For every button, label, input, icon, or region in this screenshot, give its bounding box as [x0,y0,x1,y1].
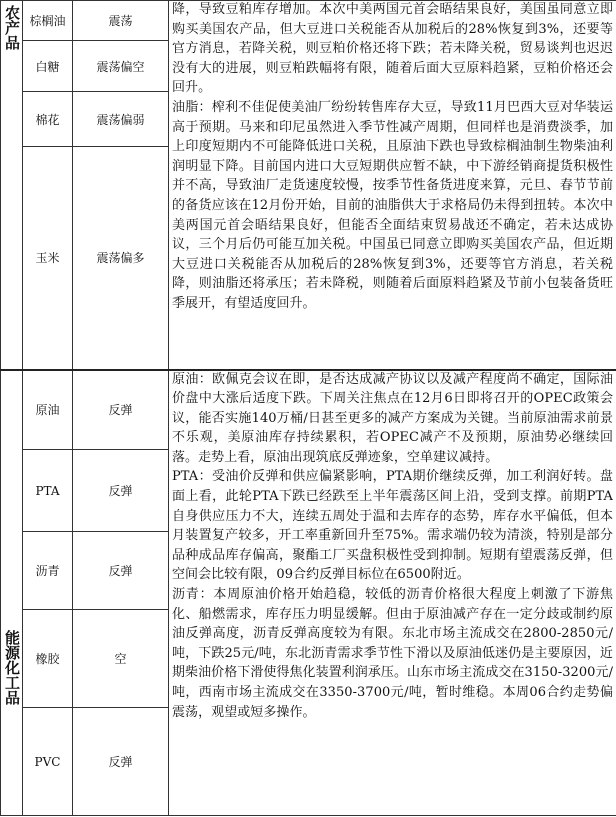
commodity-trend: 反弹 [73,708,169,816]
commodity-trend: 空 [73,610,169,708]
category-energy-text: 能源化工品 [3,630,21,706]
commodity-name: 沥青 [23,532,73,610]
commentary-agri [169,1,616,370]
commodity-trend: 反弹 [73,450,169,532]
commodity-trend: 震荡偏弱 [73,92,169,147]
commentary-paragraph: 沥青：本周原油价格开始趋稳，较低的沥青价格很大程度上刺激了下游焦化、船燃需求，库存压力明显缓解。但由于原油减产存在一定分歧或制约原油反弹高度，沥青反弹高度较为有限。东北市场主流成交在2800-2850元/吨，下跌25元/吨，东北沥青需求季节性下滑以及原油低迷仍是主要原因，近期柴油价格下滑使得焦化装置利润承压。山东市场主流成交在3150-3200元/吨，西南市场主流成交在3350-3700元/吨，暂时维稳。本周06合约走势偏震荡，观望或短多操作。 [172,587,613,720]
commodity-trend: 反弹 [73,370,169,450]
category-label-agri [1,1,23,370]
table-row [1,1,616,41]
commodity-name: 棉花 [23,92,73,147]
commodity-name: PVC [23,708,73,816]
category-agri-text: 农产品 [3,5,21,50]
commentary-paragraph: PTA：受油价反弹和供应偏紧影响，PTA期价继续反弹，加工利润好转。盘面上看，此轮PTA下跌已经跌至上半年震荡区间上沿，受到支撑。前期PTA自身供应压力不大，连续五周处于温和去库存的态势，库存水平偏低，但本月装置复产较多，开工率重新回升至75%。需求端仍较为清淡，特别是部分品种成品库存偏高，聚酯工厂买盘积极性受到抑制。短期有望震荡反弹，但空间会比较有限，09合约反弹目标位在6500附近。 [172,469,613,583]
commodity-name: 玉米 [23,147,73,370]
commodity-name: 原油 [23,370,73,450]
commodity-trend: 反弹 [73,532,169,610]
commodity-name: PTA [23,450,73,532]
commodity-name: 棕榈油 [23,1,73,41]
category-label-energy [1,370,23,816]
commentary-energy [169,370,616,816]
commentary-paragraph: 原油：欧佩克会议在即，是否达成减产协议以及减产程度尚不确定，国际油价盘中大涨后适度下跌。下周关注焦点在12月6日即将召开的OPEC政策会议，能否实施140万桶/日甚至更多的减产方案成为关键。当前原油需求前景不乐观，美原油库存持续累积，若OPEC减产不及预期，原油势必继续回落。走势上看，原油出现筑底反弹迹象，空单建议减持。 [172,371,613,465]
commodity-name: 白糖 [23,41,73,92]
commodity-trend: 震荡偏空 [73,41,169,92]
commodity-trend: 震荡 [73,1,169,41]
commodity-name: 橡胶 [23,610,73,708]
table-row [1,370,616,450]
commodity-trend: 震荡偏多 [73,147,169,370]
commentary-paragraph: 油脂：榨利不佳促使美油厂纷纷转售库存大豆，导致11月巴西大豆对华装运高于预期。马来和印尼虽然进入季节性减产周期，但同样也是消费淡季，加上印度短期内不可能降低进口关税，且原油下跌也导致棕榈油制生物柴油利润明显下降。目前国内进口大豆短期供应暂不缺，中下游经销商提货积极性并不高，导致油厂走货速度较慢，按季节性备货进度来算，元旦、春节节前的备货应该在12月份开始，目前的油脂供大于求格局仍未得到扭转。本次中美两国元首会晤结果良好，但能否全面结束贸易战还不确定，若未达成协议，三个月后仍可能互加关税。中国虽已同意立即购买美国农产品，但近期大豆进口关税能否从加税后的28%恢复到3%，还要等官方消息，若关税降，则油脂还将承压；若未降税，则随着后面原料趋紧及节前小包装备货旺季展开，有望适度回升。 [172,99,613,311]
commentary-paragraph: 降，导致豆粕库存增加。本次中美两国元首会晤结果良好，美国虽同意立即购买美国农产品，但大豆进口关税能否从加税后的28%恢复到3%，还要等官方消息，若降关税，则豆粕价格还将下跌；若未降关税，贸易谈判也迟迟没有大的进展，则豆粕跌幅将有限，随着后面大豆原料趋紧，豆粕价格还会回升。 [172,2,613,96]
